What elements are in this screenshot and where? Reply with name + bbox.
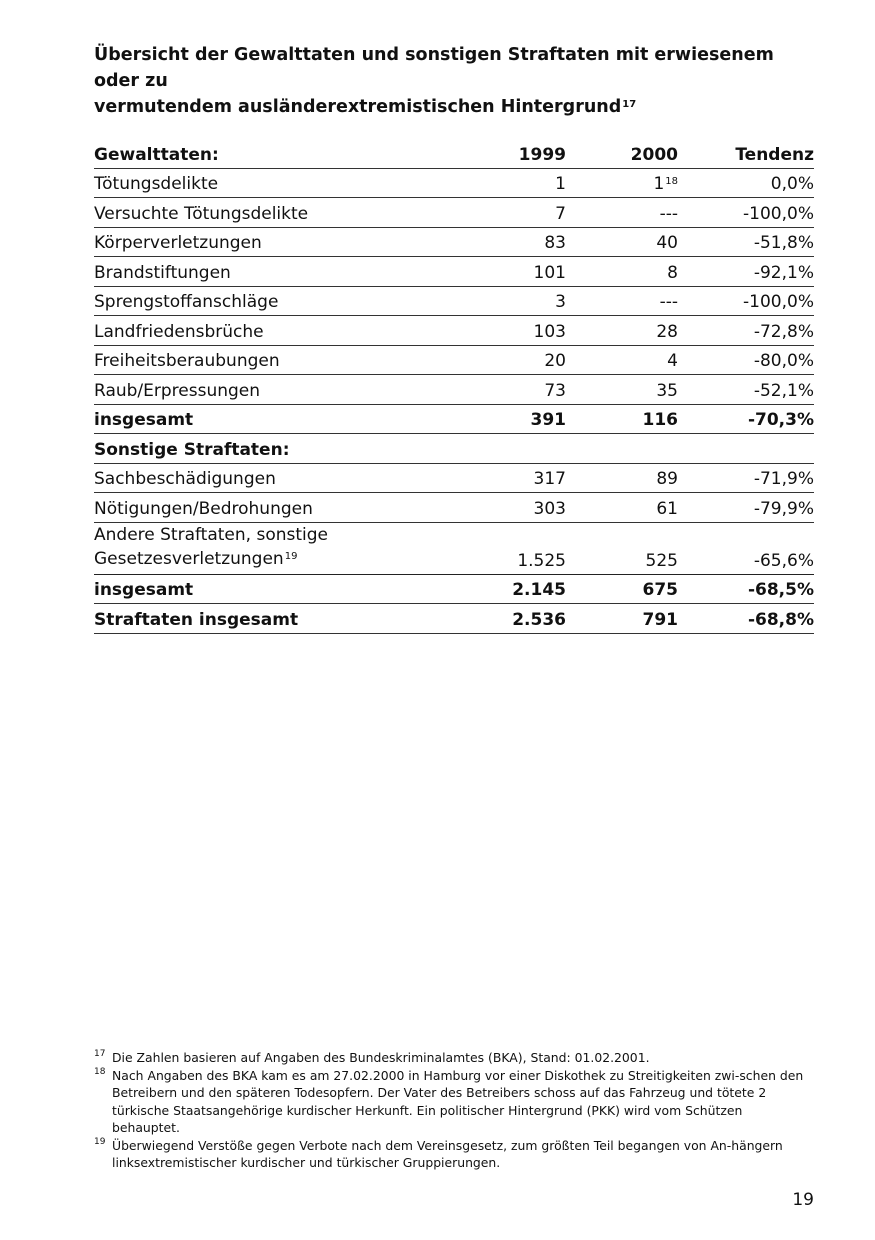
row-label-line-1: Andere Straftaten, sonstige <box>94 524 328 545</box>
row-1999: 317 <box>486 463 566 493</box>
row-1999: 2.145 <box>486 574 566 604</box>
footnotes <box>94 1049 814 1172</box>
grand-total-row <box>94 604 814 634</box>
row-label: Sprengstoffanschläge <box>94 286 486 316</box>
row-label <box>94 522 486 574</box>
row-label: Körperverletzungen <box>94 227 486 257</box>
table-row <box>94 227 814 257</box>
other-total-row <box>94 574 814 604</box>
row-2000: 116 <box>566 404 678 434</box>
row-trend: -52,1% <box>678 375 814 405</box>
header-trend: Tendenz <box>678 139 814 168</box>
row-trend: -68,5% <box>678 574 814 604</box>
table-row <box>94 168 814 198</box>
table-row <box>94 522 814 574</box>
row-trend: -65,6% <box>678 522 814 574</box>
row-label: insgesamt <box>94 574 486 604</box>
row-label: Tötungsdelikte <box>94 168 486 198</box>
row-label: Straftaten insgesamt <box>94 604 486 634</box>
row-trend: -72,8% <box>678 316 814 346</box>
row-label: Raub/Erpressungen <box>94 375 486 405</box>
row-label: Landfriedensbrüche <box>94 316 486 346</box>
row-1999: 7 <box>486 198 566 228</box>
footnote-text: Überwiegend Verstöße gegen Verbote nach dem Vereinsgesetz, zum größten Teil begangen von An-hängern linksextremistischer kurdischer und türkischer Gruppierungen. <box>112 1137 783 1170</box>
row-2000: 4 <box>566 345 678 375</box>
table-row <box>94 463 814 493</box>
row-2000: 61 <box>566 493 678 523</box>
row-2000: 28 <box>566 316 678 346</box>
footnote-number: 17 <box>94 1049 106 1059</box>
row-1999: 20 <box>486 345 566 375</box>
statistics-table <box>94 139 814 634</box>
footnote-text: Nach Angaben des BKA kam es am 27.02.2000 in Hamburg vor einer Diskothek zu Streitigkeiten zwi-schen den Betreibern und den späteren Todesopfern. Der Vater des Betreibers schoss auf das Fahrzeug und tötete 2 türkische Staatsangehörige kurdischer Herkunft. Ein politischer Hintergrund (PKK) wird vom Schützen behauptet. <box>112 1067 804 1135</box>
row-2000: 8 <box>566 257 678 287</box>
row-2000: 525 <box>566 522 678 574</box>
footnote-number: 18 <box>94 1066 106 1077</box>
footnote <box>94 1137 814 1172</box>
title-footnote-ref: 17 <box>622 99 637 110</box>
table-header-row <box>94 139 814 168</box>
row-1999: 2.536 <box>486 604 566 634</box>
row-trend: -71,9% <box>678 463 814 493</box>
row-2000 <box>566 168 678 198</box>
row-1999: 3 <box>486 286 566 316</box>
page-title <box>94 42 814 120</box>
footnote <box>94 1049 814 1067</box>
row-label: Brandstiftungen <box>94 257 486 287</box>
row-1999: 1 <box>486 168 566 198</box>
row-1999: 391 <box>486 404 566 434</box>
row-2000: --- <box>566 198 678 228</box>
table-row <box>94 316 814 346</box>
header-2000: 2000 <box>566 139 678 168</box>
table-row <box>94 493 814 523</box>
row-2000-value: 1 <box>653 174 665 194</box>
row-2000: 35 <box>566 375 678 405</box>
section-heading: Sonstige Straftaten: <box>94 434 486 464</box>
row-1999: 1.525 <box>486 522 566 574</box>
row-trend: 0,0% <box>678 168 814 198</box>
footnote-ref-18: 18 <box>665 176 678 187</box>
row-trend: -68,8% <box>678 604 814 634</box>
row-trend: -100,0% <box>678 198 814 228</box>
row-label: Nötigungen/Bedrohungen <box>94 493 486 523</box>
row-1999: 103 <box>486 316 566 346</box>
title-line-2: vermutendem ausländerextremistischen Hintergrund <box>94 97 622 117</box>
footnote-text: Die Zahlen basieren auf Angaben des Bundeskriminalamtes (BKA), Stand: 01.02.2001. <box>112 1050 650 1065</box>
table-row <box>94 198 814 228</box>
header-category: Gewalttaten: <box>94 139 486 168</box>
row-label-line-2: Gesetzesverletzungen <box>94 548 284 569</box>
footnote <box>94 1067 814 1137</box>
table-row <box>94 375 814 405</box>
header-1999: 1999 <box>486 139 566 168</box>
row-2000: 675 <box>566 574 678 604</box>
row-label: insgesamt <box>94 404 486 434</box>
footnote-number: 19 <box>94 1136 106 1147</box>
row-trend: -80,0% <box>678 345 814 375</box>
row-trend: -79,9% <box>678 493 814 523</box>
footnote-ref-19: 19 <box>284 550 298 562</box>
row-1999: 83 <box>486 227 566 257</box>
title-line-1: Übersicht der Gewalttaten und sonstigen Straftaten mit erwiesenem oder zu <box>94 45 774 91</box>
row-trend: -100,0% <box>678 286 814 316</box>
row-trend: -51,8% <box>678 227 814 257</box>
row-trend: -92,1% <box>678 257 814 287</box>
row-label: Freiheitsberaubungen <box>94 345 486 375</box>
row-2000: --- <box>566 286 678 316</box>
row-1999: 101 <box>486 257 566 287</box>
table-row <box>94 286 814 316</box>
violent-total-row <box>94 404 814 434</box>
table-row <box>94 345 814 375</box>
row-1999: 73 <box>486 375 566 405</box>
row-2000: 791 <box>566 604 678 634</box>
row-label: Versuchte Tötungsdelikte <box>94 198 486 228</box>
table-row <box>94 257 814 287</box>
row-label: Sachbeschädigungen <box>94 463 486 493</box>
row-2000: 89 <box>566 463 678 493</box>
row-2000: 40 <box>566 227 678 257</box>
row-1999: 303 <box>486 493 566 523</box>
row-trend: -70,3% <box>678 404 814 434</box>
other-offenses-header-row <box>94 434 814 464</box>
page-number: 19 <box>792 1190 814 1210</box>
